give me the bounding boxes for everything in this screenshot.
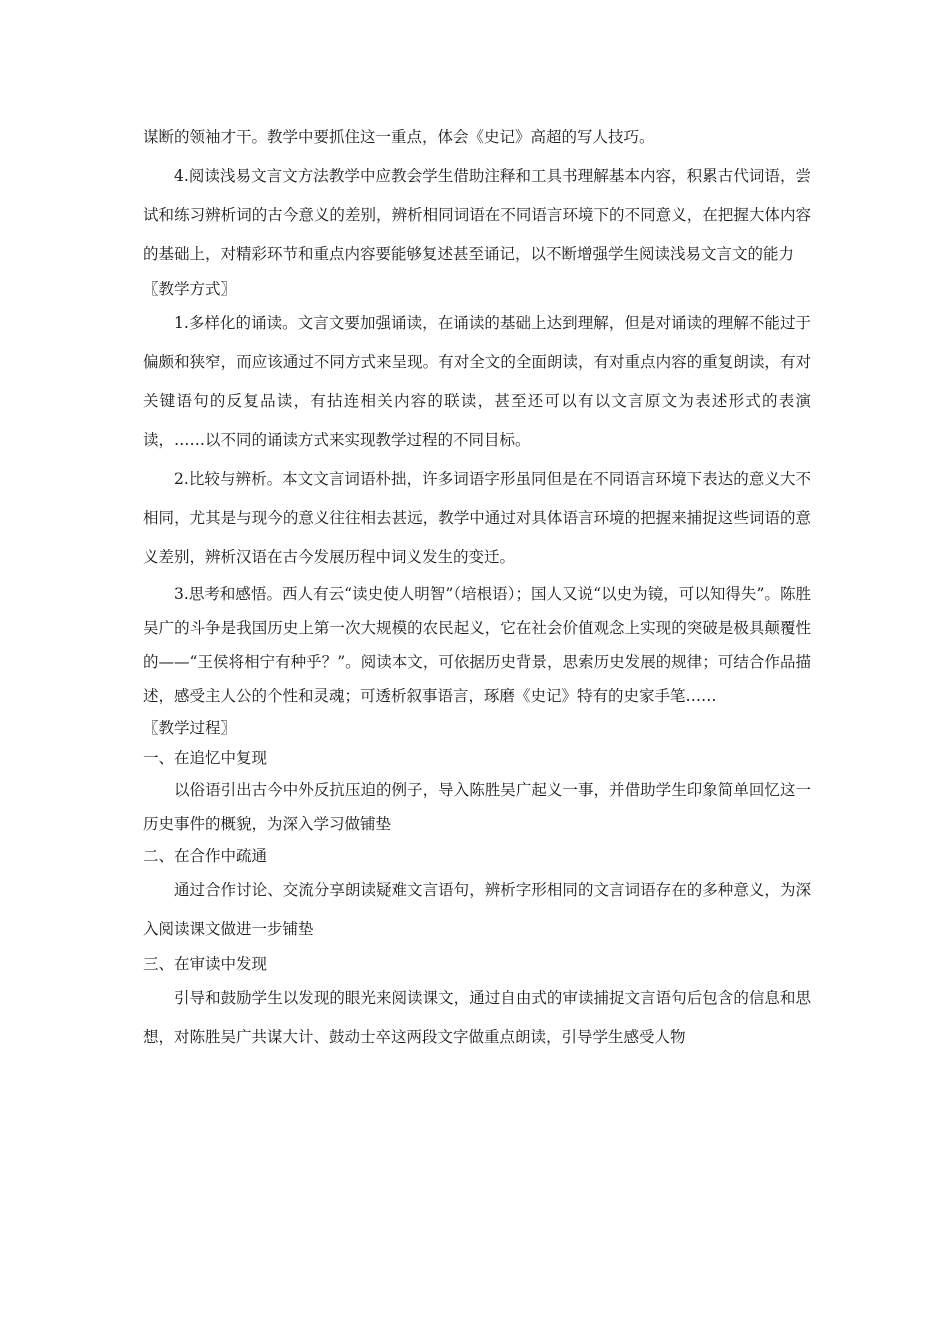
paragraph-method-3: 3.思考和感悟。西人有云“读史使人明智”（培根语）；国人又说“以史为镜，可以知得失”。陈胜吴广的斗争是我国历史上第一次大规模的农民起义，它在社会价值观念上实现的突破是极具颠覆性的——“王侯将相宁有种乎？”。阅读本文，可依据历史背景，思索历史发展的规律；可结合作品描述，感受主人公的个性和灵魂；可透析叙事语言，琢磨《史记》特有的史家手笔……: [143, 585, 811, 705]
heading-teaching-process: 〖教学过程〗: [143, 719, 237, 737]
section-title-1: 一、在追忆中复现: [143, 749, 268, 767]
paragraph-intro-end: 谋断的领袖才干。教学中要抓住这一重点，体会《史记》高超的写人技巧。: [143, 128, 655, 146]
heading-teaching-method: 〖教学方式〗: [143, 280, 237, 298]
section-title-3: 三、在审读中发现: [143, 955, 268, 973]
paragraph-method-2: 2.比较与辨析。本文文言词语朴拙，许多词语字形虽同但是在不同语言环境下表达的意义大不相同，尤其是与现今的意义往往相去甚远，教学中通过对具体语言环境的把握来捕捉这些词语的意义差别，辨析汉语在古今发展历程中词义发生的变迁。: [143, 470, 811, 566]
section-title-2: 二、在合作中疏通: [143, 847, 268, 865]
document-page: [143, 118, 811, 1057]
paragraph-point-4: 4.阅读浅易文言文方法教学中应教会学生借助注释和工具书理解基本内容，积累古代词语，尝试和练习辨析词的古今意义的差别，辨析相同词语在不同语言环境下的不同意义，在把握大体内容的基础上，对精彩环节和重点内容要能够复述甚至诵记，以不断增强学生阅读浅易文言文的能力: [143, 167, 811, 263]
paragraph-method-1: 1.多样化的诵读。文言文要加强诵读，在诵读的基础上达到理解，但是对诵读的理解不能过于偏颇和狭窄，而应该通过不同方式来呈现。有对全文的全面朗读，有对重点内容的重复朗读，有对关键语句的反复品读，有拈连相关内容的联读，甚至还可以有以文言原文为表述形式的表演读，……以不同的诵读方式来实现教学过程的不同目标。: [143, 314, 811, 449]
section-body-1: 以俗语引出古今中外反抗压迫的例子，导入陈胜吴广起义一事，并借助学生印象简单回忆这一历史事件的概貌，为深入学习做铺垫: [143, 781, 811, 833]
section-body-3: 引导和鼓励学生以发现的眼光来阅读课文，通过自由式的审读捕捉文言语句后包含的信息和思想，对陈胜吴广共谋大计、鼓动士卒这两段文字做重点朗读，引导学生感受人物: [143, 989, 811, 1046]
section-body-2: 通过合作讨论、交流分享朗读疑难文言语句，辨析字形相同的文言词语存在的多种意义，为深入阅读课文做进一步铺垫: [143, 881, 811, 938]
